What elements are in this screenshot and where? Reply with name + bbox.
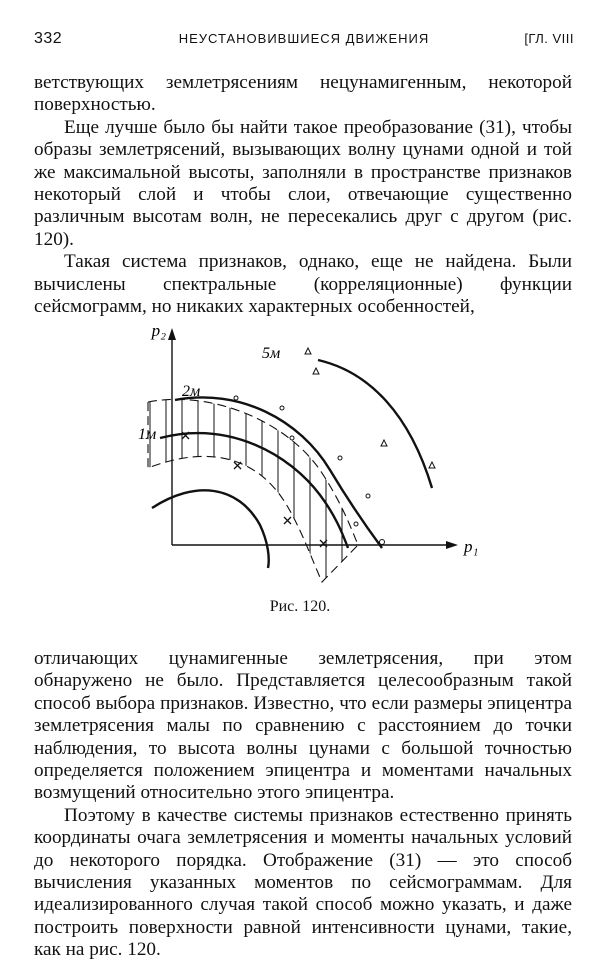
figure-120 bbox=[120, 320, 480, 610]
running-title: НЕУСТАНОВИВШИЕСЯ ДВИЖЕНИЯ bbox=[178, 31, 430, 46]
paragraph: Поэтому в качестве системы признаков естественно принять координаты очага землетрясения и моменты начальных условий до некоторого порядка. Отображение (31) — это способ вычисления указанных моментов по сейсмограммам. Для идеализированного случая такой способ можно указать, и даже построить поверхности равной интенсивности цунами, такие, как на рис. 120. bbox=[34, 804, 572, 961]
paragraph: отличающих цунамигенные землетрясения, при этом обнаружено не было. Представляется целесообразным такой способ выбора признаков. Известно, что если размеры эпицентра землетрясения малы по сравнению с расстоянием до точки наблюдения, то высота волны цунами с большой точностью определяется положением эпицентра и моментами начальных возмущений относительно этого эпицентра. bbox=[34, 648, 572, 804]
band-hatching bbox=[150, 380, 358, 600]
curve-1m bbox=[160, 433, 348, 548]
page-number: 332 bbox=[34, 30, 63, 47]
paragraph: Еще лучше было бы найти такое преобразование (31), чтобы образы землетрясений, вызывающих волну цунами одной и той же максимальной высоты, заполняли в пространстве признаков некоторый слой и чтобы слои, отвечающие существенно различным высотам волн, не пересекались друг с другом (рис. 120). bbox=[34, 116, 572, 250]
axis-y-label: p₂ bbox=[151, 321, 166, 340]
curve-label-5m: 5м bbox=[262, 345, 281, 362]
curve-label-1m: 1м bbox=[138, 426, 157, 443]
axis-y-arrow bbox=[168, 328, 176, 340]
paragraph: ветствующих землетрясениям нецунамигенным, некоторой поверхностью. bbox=[34, 72, 572, 116]
figure-caption: Рис. 120. bbox=[269, 598, 331, 615]
curve-5m bbox=[318, 360, 432, 488]
triangle-markers bbox=[305, 348, 435, 468]
text-block-bottom bbox=[34, 648, 572, 962]
curve-label-2m: 2м bbox=[182, 383, 201, 400]
axis-x-label: p₁ bbox=[464, 537, 479, 556]
text-block-top bbox=[34, 72, 572, 318]
circle-markers bbox=[234, 396, 385, 545]
curve-inner bbox=[152, 490, 269, 568]
paragraph: Такая система признаков, однако, еще не найдена. Были вычислены спектральные (корреляционные) функции сейсмограмм, но никаких характерных особенностей, bbox=[34, 251, 572, 318]
running-header bbox=[34, 30, 574, 52]
axis-x-arrow bbox=[446, 541, 458, 549]
chapter-marker: [ГЛ. VIII bbox=[524, 31, 574, 46]
